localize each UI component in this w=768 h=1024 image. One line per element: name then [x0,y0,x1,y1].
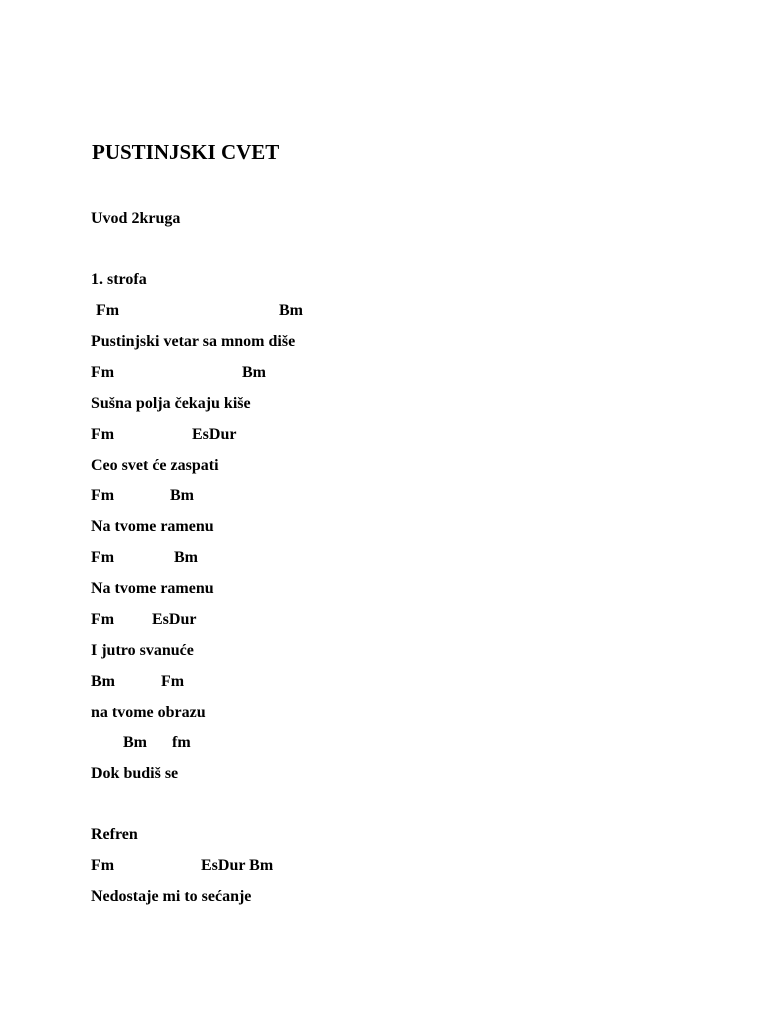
lyric-line [0,580,768,604]
lyric-line [0,395,768,419]
chord: Bm [91,673,115,690]
verse-heading-line [0,271,768,295]
intro-text: Uvod 2kruga [91,210,181,227]
song-title: PUSTINJSKI CVET [92,140,280,164]
chord: Fm [91,364,115,381]
chord: Bm [123,734,147,751]
chord: Fm [96,302,120,319]
lyric-line [0,642,768,666]
lyric-line [0,888,768,912]
intro-line [0,210,768,234]
lyric-line [0,333,768,357]
lyric-line [0,704,768,728]
chorus-heading-line [0,826,768,850]
chord-line [0,857,768,881]
chord: EsDur [192,426,237,443]
chord-line [0,364,768,388]
chord: Fm [91,611,115,628]
chord: Bm [170,487,194,504]
chord: Fm [91,857,115,874]
chord: Fm [91,487,115,504]
chord: Bm [174,549,198,566]
lyric: Sušna polja čekaju kiše [91,395,251,412]
chord: Bm [242,364,266,381]
chord: fm [172,734,191,751]
chord: Fm [161,673,185,690]
lyric-line [0,518,768,542]
lyric: Nedostaje mi to sećanje [91,888,252,905]
chord-line [0,734,768,758]
chord-line [0,673,768,697]
lyric: Ceo svet će zaspati [91,457,219,474]
chord: Fm [91,549,115,566]
verse-heading: 1. strofa [91,271,147,288]
lyric: na tvome obrazu [91,704,206,721]
chord-line [0,426,768,450]
chord-line [0,487,768,511]
chord: Bm [279,302,303,319]
lyric: Na tvome ramenu [91,580,214,597]
chord: EsDur [152,611,197,628]
lyric: Dok budiš se [91,765,179,782]
lyric: I jutro svanuće [91,642,194,659]
lyric: Na tvome ramenu [91,518,214,535]
lyric-line [0,765,768,789]
chord: Fm [91,426,115,443]
lyric: Pustinjski vetar sa mnom diše [91,333,296,350]
chord-line [0,611,768,635]
chord-line [0,302,768,326]
chorus-heading: Refren [91,826,138,843]
chord-line [0,549,768,573]
chord: EsDur Bm [201,857,274,874]
lyric-line [0,457,768,481]
